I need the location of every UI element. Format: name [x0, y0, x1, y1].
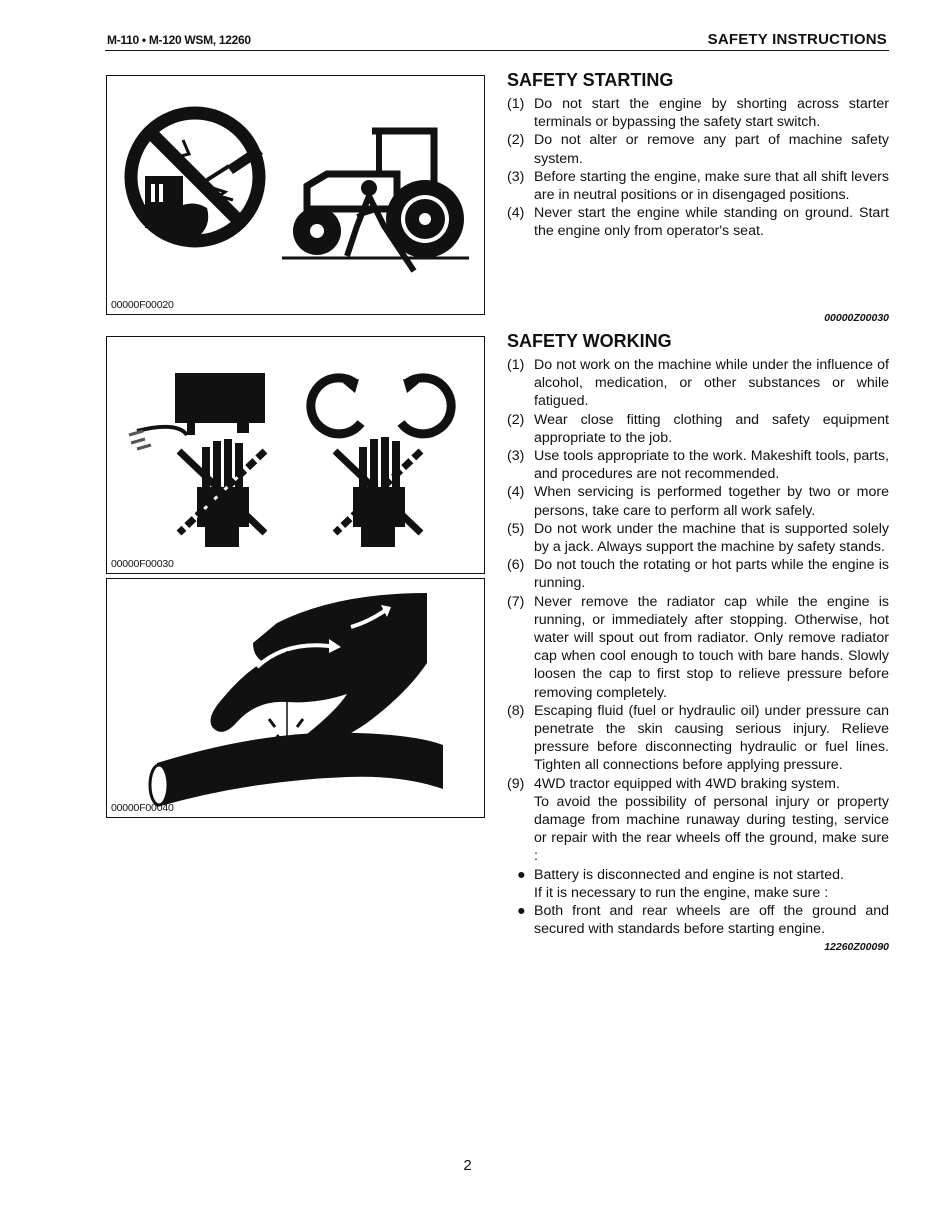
section-title: SAFETY WORKING: [507, 331, 672, 351]
list-item: (2) Wear close fitting clothing and safety equipment appropriate to the job.: [507, 411, 889, 446]
list-item: (3) Before starting the engine, make sure that all shift levers are in neutral positions or in disengaged positions.: [507, 168, 889, 204]
bullet-item: ● Battery is disconnected and engine is not started.: [517, 866, 844, 883]
list-item: (9) 4WD tractor equipped with 4WD braking system.: [507, 775, 840, 792]
page-number: 2: [463, 1157, 472, 1174]
starter-prohibition-illustration: [107, 76, 484, 314]
list-item: (8) Escaping fluid (fuel or hydraulic oil) under pressure can penetrate the skin causing serious injury. Relieve pressure before disconnecting hydraulic or fuel lines. Tighten all connections before applying pressure.: [507, 702, 889, 774]
section-safety-starting: [507, 70, 889, 241]
figure-safety-starting: [106, 75, 485, 315]
figure-rotating-hot-parts: [106, 336, 485, 574]
figure-code: 00000F00040: [111, 802, 174, 814]
safety-working-list: [507, 356, 889, 793]
bullet-detail: If it is necessary to run the engine, make sure :: [534, 884, 829, 901]
bullet-item: ● Both front and rear wheels are off the ground and secured with standards before starting engine.: [517, 903, 889, 938]
bullet-icon: ●: [517, 903, 526, 920]
list-item: (5) Do not work under the machine that is supported solely by a jack. Always support the machine by safety stands.: [507, 520, 889, 556]
header-section-title: SAFETY INSTRUCTIONS: [707, 31, 887, 48]
list-item: (4) When servicing is performed together by two or more persons, take care to perform all work safely.: [507, 484, 889, 519]
list-item: (2) Do not alter or remove any part of machine safety system.: [507, 132, 889, 167]
header-rule: [105, 50, 889, 51]
figure-escaping-fluid: [106, 578, 485, 818]
list-item: (7) Never remove the radiator cap while the engine is running, or immediately after stopping. Otherwise, hot water will spout out from radiator. Only remove radiator cap when cool enough to touch with bare hands. Slowly loosen the cap to first stop to relieve pressure before removing completely.: [507, 593, 889, 701]
section-title: SAFETY STARTING: [507, 70, 674, 90]
figure-code: 00000F00030: [111, 558, 174, 570]
reference-code: 00000Z00030: [824, 312, 889, 324]
item9-detail: To avoid the possibility of personal injury or property damage from machine runaway during testing, service or repair with the rear wheels off the ground, make sure :: [534, 793, 889, 865]
section-safety-working: [507, 331, 889, 953]
list-item: (4) Never start the engine while standing on ground. Start the engine only from operator's seat.: [507, 205, 889, 240]
escaping-fluid-illustration: [107, 579, 484, 817]
list-item: (3) Use tools appropriate to the work. Makeshift tools, parts, and procedures are not recommended.: [507, 448, 889, 483]
reference-code: 12260Z00090: [824, 940, 889, 953]
list-item: (6) Do not touch the rotating or hot parts while the engine is running.: [507, 557, 889, 592]
figure-code: 00000F00020: [111, 299, 174, 311]
bullet-icon: ●: [517, 866, 526, 883]
header-manual-id: M-110 • M-120 WSM, 12260: [107, 33, 251, 47]
rotating-hot-parts-illustration: [107, 337, 484, 573]
list-item: (1) Do not work on the machine while under the influence of alcohol, medication, or other substances or while fatigued.: [507, 357, 889, 410]
list-item: (1) Do not start the engine by shorting across starter terminals or bypassing the safety start switch.: [507, 96, 889, 131]
safety-starting-list: [507, 95, 889, 241]
